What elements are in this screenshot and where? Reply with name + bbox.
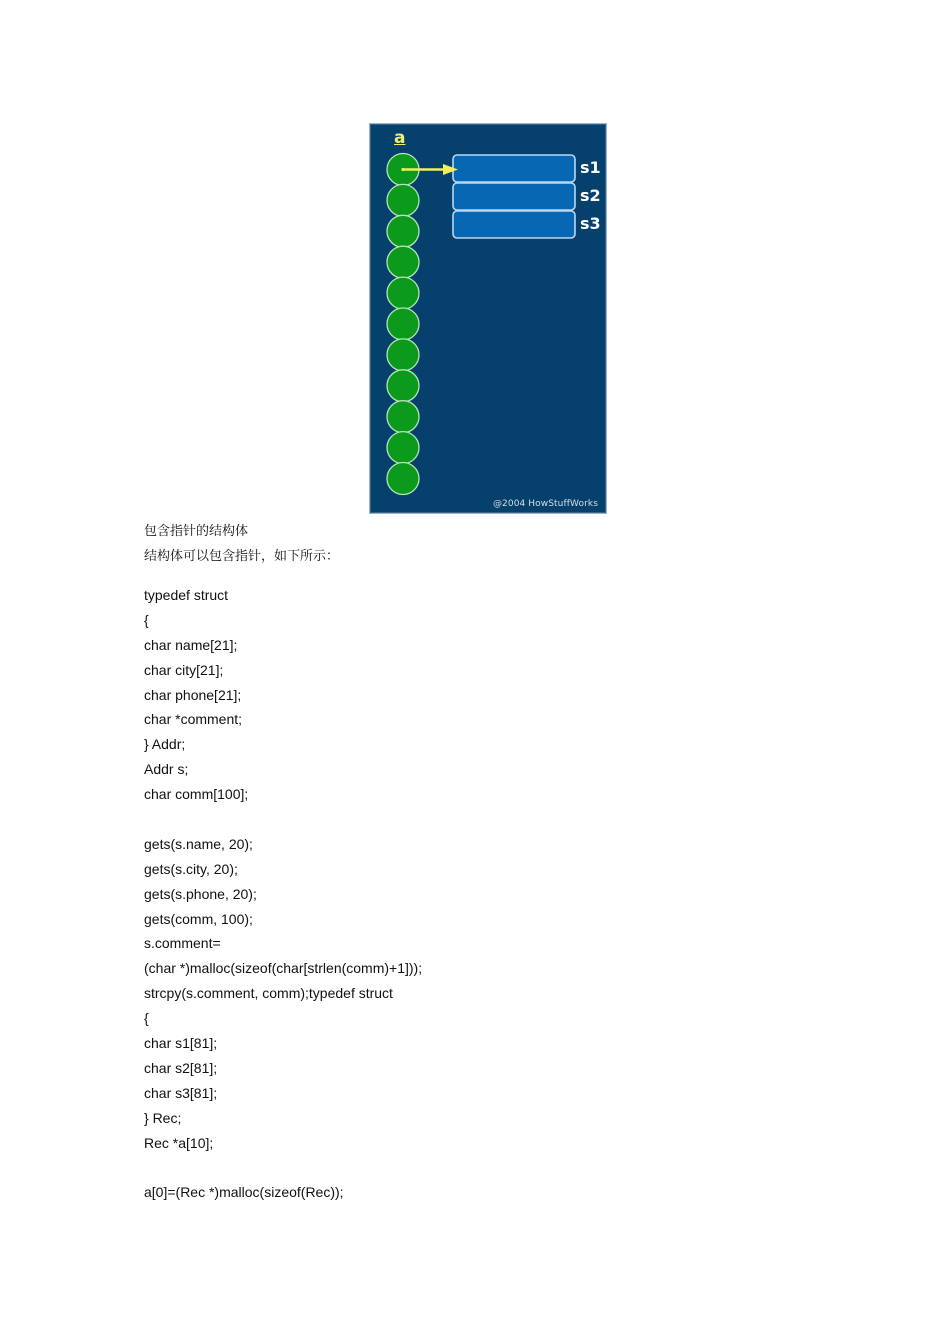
section-description: 结构体可以包含指针，如下所示： xyxy=(144,549,340,564)
code-line: gets(s.city, 20); xyxy=(144,860,238,877)
array-node xyxy=(387,432,419,464)
code-line: Rec *a[10]; xyxy=(144,1134,214,1151)
code-line xyxy=(144,1157,422,1182)
record-box-s1 xyxy=(453,155,575,182)
code-line: char comm[100]; xyxy=(144,786,249,803)
array-label: a xyxy=(394,128,406,148)
code-line: char phone[21]; xyxy=(144,686,242,703)
code-line: char s1[81]; xyxy=(144,1035,218,1052)
code-line: char name[21]; xyxy=(144,636,238,653)
code-line: Addr s; xyxy=(144,761,189,778)
code-line: { xyxy=(144,611,149,628)
array-node xyxy=(387,246,419,278)
array-node xyxy=(387,339,419,371)
section-heading: 包含指针的结构体 xyxy=(144,524,249,539)
array-nodes xyxy=(387,154,419,495)
code-line: } Addr; xyxy=(144,736,186,753)
code-line: (char *)malloc(sizeof(char[strlen(comm)+1])); xyxy=(144,960,423,977)
code-line: s.comment= xyxy=(144,935,221,952)
array-node xyxy=(387,277,419,309)
code-line: } Rec; xyxy=(144,1109,182,1126)
code-line: char city[21]; xyxy=(144,661,224,678)
array-node xyxy=(387,184,419,216)
copyright-credit: @2004 HowStuffWorks xyxy=(492,499,598,509)
code-line: a[0]=(Rec *)malloc(sizeof(Rec)); xyxy=(144,1184,344,1201)
record-label-s1: s1 xyxy=(580,158,601,177)
code-line: strcpy(s.comment, comm);typedef struct xyxy=(144,985,393,1002)
record-boxes xyxy=(453,155,575,238)
code-line: char s2[81]; xyxy=(144,1059,218,1076)
code-line: char s3[81]; xyxy=(144,1084,218,1101)
code-line xyxy=(144,809,422,834)
pointer-array-diagram xyxy=(369,123,607,514)
code-line: gets(s.phone, 20); xyxy=(144,885,257,902)
record-box-s2 xyxy=(453,183,575,210)
code-line: char *comment; xyxy=(144,711,243,728)
record-box-s3 xyxy=(453,211,575,238)
code-line: typedef struct xyxy=(144,587,229,603)
array-node xyxy=(387,308,419,340)
code-line: { xyxy=(144,1010,149,1027)
diagram-canvas xyxy=(370,124,608,515)
array-node xyxy=(387,370,419,402)
array-node xyxy=(387,401,419,433)
code-line: gets(comm, 100); xyxy=(144,910,253,927)
code-line: gets(s.name, 20); xyxy=(144,835,253,852)
record-label-s2: s2 xyxy=(580,186,601,205)
array-node xyxy=(387,463,419,495)
record-label-s3: s3 xyxy=(580,214,601,233)
code-block xyxy=(144,585,422,1207)
array-node xyxy=(387,215,419,247)
